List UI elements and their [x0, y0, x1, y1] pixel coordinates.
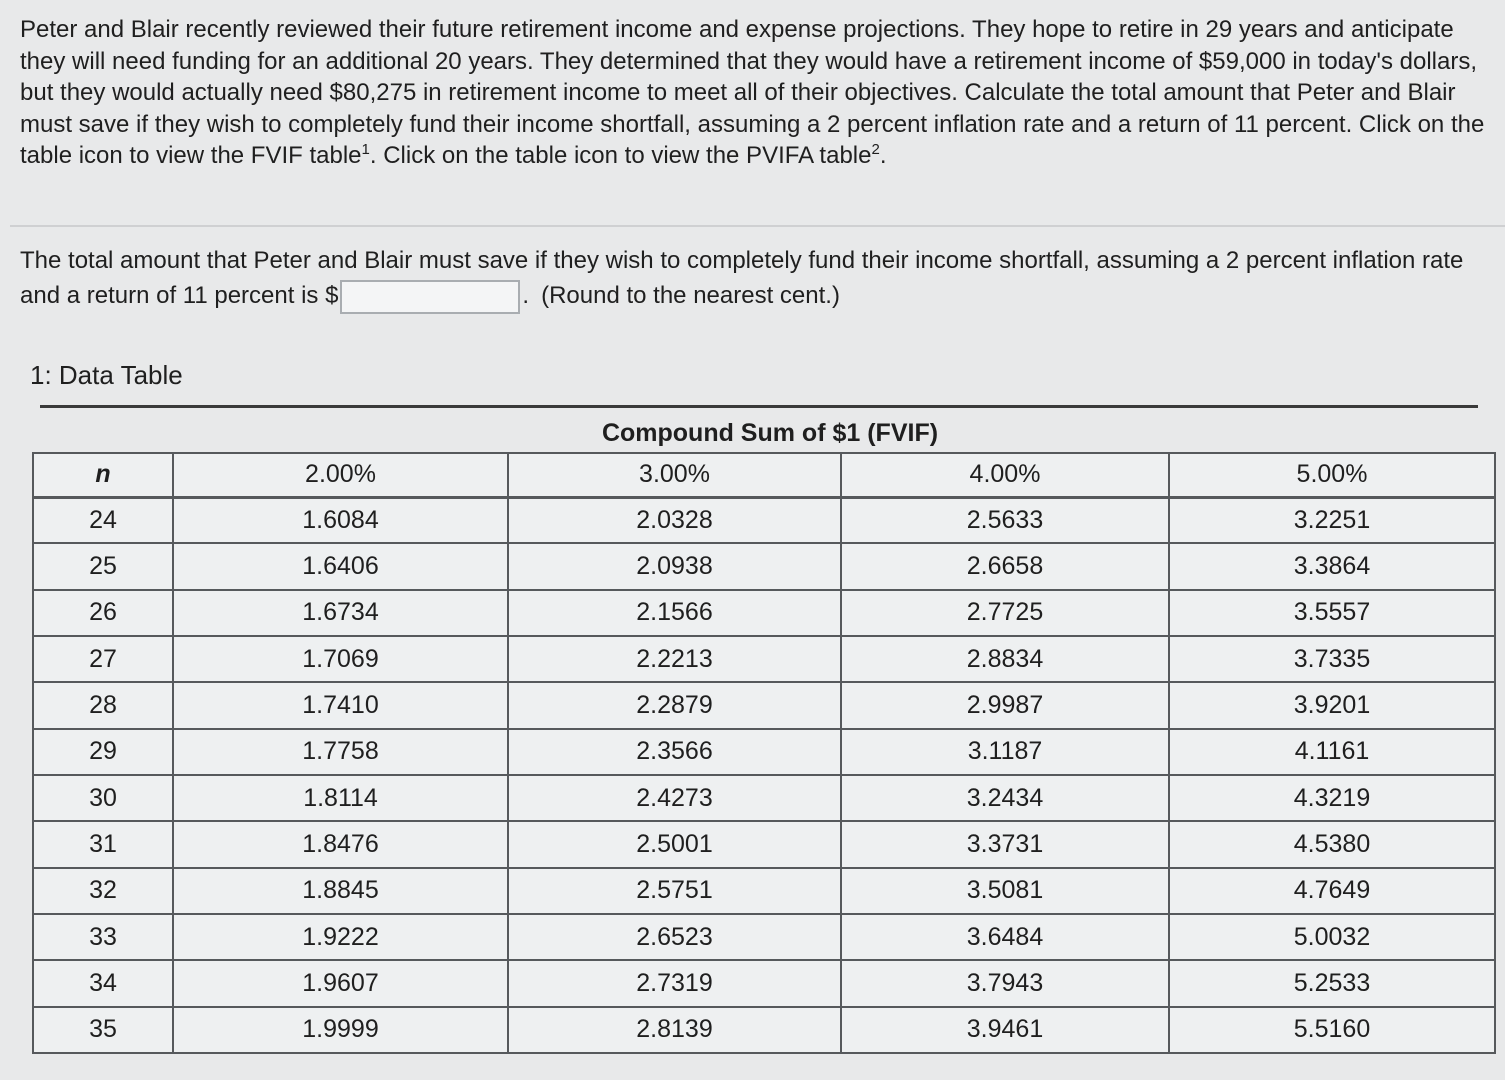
period-cell: 31	[33, 821, 173, 867]
factor-cell: 2.4273	[508, 775, 841, 821]
factor-cell: 2.1566	[508, 590, 841, 636]
header-rate: 2.00%	[173, 453, 508, 497]
footnote-2-marker[interactable]: 2	[871, 141, 880, 158]
table-caption: Compound Sum of $1 (FVIF)	[601, 419, 939, 447]
period-cell: 25	[33, 543, 173, 589]
question-body-3: .	[879, 142, 887, 169]
table-row	[33, 775, 1495, 821]
factor-cell: 1.7410	[173, 682, 508, 728]
factor-cell: 2.8834	[841, 636, 1169, 682]
answer-dot: .	[522, 282, 530, 309]
factor-cell: 3.7335	[1169, 636, 1495, 682]
factor-cell: 1.8476	[173, 821, 508, 867]
factor-cell: 2.5633	[841, 497, 1169, 543]
period-cell: 30	[33, 775, 173, 821]
data-table-title: 1: Data Table	[30, 360, 183, 390]
factor-cell: 2.8139	[508, 1007, 841, 1053]
factor-cell: 2.6658	[841, 543, 1169, 589]
factor-cell: 3.6484	[841, 914, 1169, 960]
table-row	[33, 636, 1495, 682]
factor-cell: 3.3864	[1169, 543, 1495, 589]
table-body	[33, 497, 1495, 1053]
header-rate: 4.00%	[841, 453, 1169, 497]
question-text	[20, 14, 1488, 172]
answer-statement	[20, 243, 1490, 314]
data-table-divider	[40, 405, 1478, 408]
question-body: Peter and Blair recently reviewed their future retirement income and expense projections. They hope to retire in 29 years and anticipate they will need funding for an additional 20 years. They determined that they would have a retirement income of $59,000 in today's dollars, but they would actually need $80,275 in retirement income to meet all of their objectives. Calculate the total amount that Peter and Blair must save if they wish to completely fund their income shortfall, assuming a 2 percent inflation rate and a return of 11 percent. Click on the table icon to view the FVIF table	[20, 16, 1485, 169]
table-row	[33, 821, 1495, 867]
header-rate: 3.00%	[508, 453, 841, 497]
factor-cell: 1.7069	[173, 636, 508, 682]
answer-input[interactable]	[340, 280, 520, 314]
table-row	[33, 868, 1495, 914]
factor-cell: 1.6084	[173, 497, 508, 543]
answer-prefix: The total amount that Peter and Blair must save if they wish to completely fund their income shortfall, assuming a 2 percent inflation rate and a return of 11 percent is $	[20, 247, 1464, 309]
table-row	[33, 497, 1495, 543]
period-cell: 26	[33, 590, 173, 636]
question-body-2: . Click on the table icon to view the PVIFA table	[369, 142, 872, 169]
factor-cell: 5.0032	[1169, 914, 1495, 960]
factor-cell: 5.2533	[1169, 960, 1495, 1006]
factor-cell: 4.3219	[1169, 775, 1495, 821]
factor-cell: 2.7725	[841, 590, 1169, 636]
period-cell: 32	[33, 868, 173, 914]
factor-cell: 1.8845	[173, 868, 508, 914]
period-cell: 28	[33, 682, 173, 728]
header-n: n	[33, 453, 173, 497]
factor-cell: 1.9222	[173, 914, 508, 960]
fvif-table	[32, 452, 1496, 1054]
table-row	[33, 729, 1495, 775]
factor-cell: 3.1187	[841, 729, 1169, 775]
factor-cell: 2.7319	[508, 960, 841, 1006]
question-divider	[10, 225, 1505, 227]
factor-cell: 3.9461	[841, 1007, 1169, 1053]
factor-cell: 1.7758	[173, 729, 508, 775]
factor-cell: 3.2251	[1169, 497, 1495, 543]
factor-cell: 1.9607	[173, 960, 508, 1006]
period-cell: 24	[33, 497, 173, 543]
factor-cell: 2.6523	[508, 914, 841, 960]
factor-cell: 1.8114	[173, 775, 508, 821]
period-cell: 34	[33, 960, 173, 1006]
factor-cell: 1.6734	[173, 590, 508, 636]
table-row	[33, 1007, 1495, 1053]
factor-cell: 2.9987	[841, 682, 1169, 728]
factor-cell: 3.9201	[1169, 682, 1495, 728]
table-row	[33, 914, 1495, 960]
footnote-1-marker[interactable]: 1	[361, 141, 370, 158]
table-header-row	[33, 453, 1495, 497]
table-row	[33, 682, 1495, 728]
factor-cell: 2.2213	[508, 636, 841, 682]
period-cell: 29	[33, 729, 173, 775]
factor-cell: 2.0328	[508, 497, 841, 543]
factor-cell: 2.0938	[508, 543, 841, 589]
header-rate: 5.00%	[1169, 453, 1495, 497]
period-cell: 35	[33, 1007, 173, 1053]
factor-cell: 3.5081	[841, 868, 1169, 914]
answer-rounding-note: (Round to the nearest cent.)	[541, 282, 840, 309]
factor-cell: 3.2434	[841, 775, 1169, 821]
table-row	[33, 590, 1495, 636]
period-cell: 33	[33, 914, 173, 960]
table-row	[33, 960, 1495, 1006]
table-row	[33, 543, 1495, 589]
factor-cell: 1.9999	[173, 1007, 508, 1053]
period-cell: 27	[33, 636, 173, 682]
factor-cell: 4.1161	[1169, 729, 1495, 775]
factor-cell: 4.7649	[1169, 868, 1495, 914]
factor-cell: 1.6406	[173, 543, 508, 589]
factor-cell: 2.5751	[508, 868, 841, 914]
factor-cell: 2.5001	[508, 821, 841, 867]
factor-cell: 3.3731	[841, 821, 1169, 867]
factor-cell: 2.2879	[508, 682, 841, 728]
factor-cell: 3.7943	[841, 960, 1169, 1006]
factor-cell: 2.3566	[508, 729, 841, 775]
factor-cell: 5.5160	[1169, 1007, 1495, 1053]
factor-cell: 3.5557	[1169, 590, 1495, 636]
factor-cell: 4.5380	[1169, 821, 1495, 867]
